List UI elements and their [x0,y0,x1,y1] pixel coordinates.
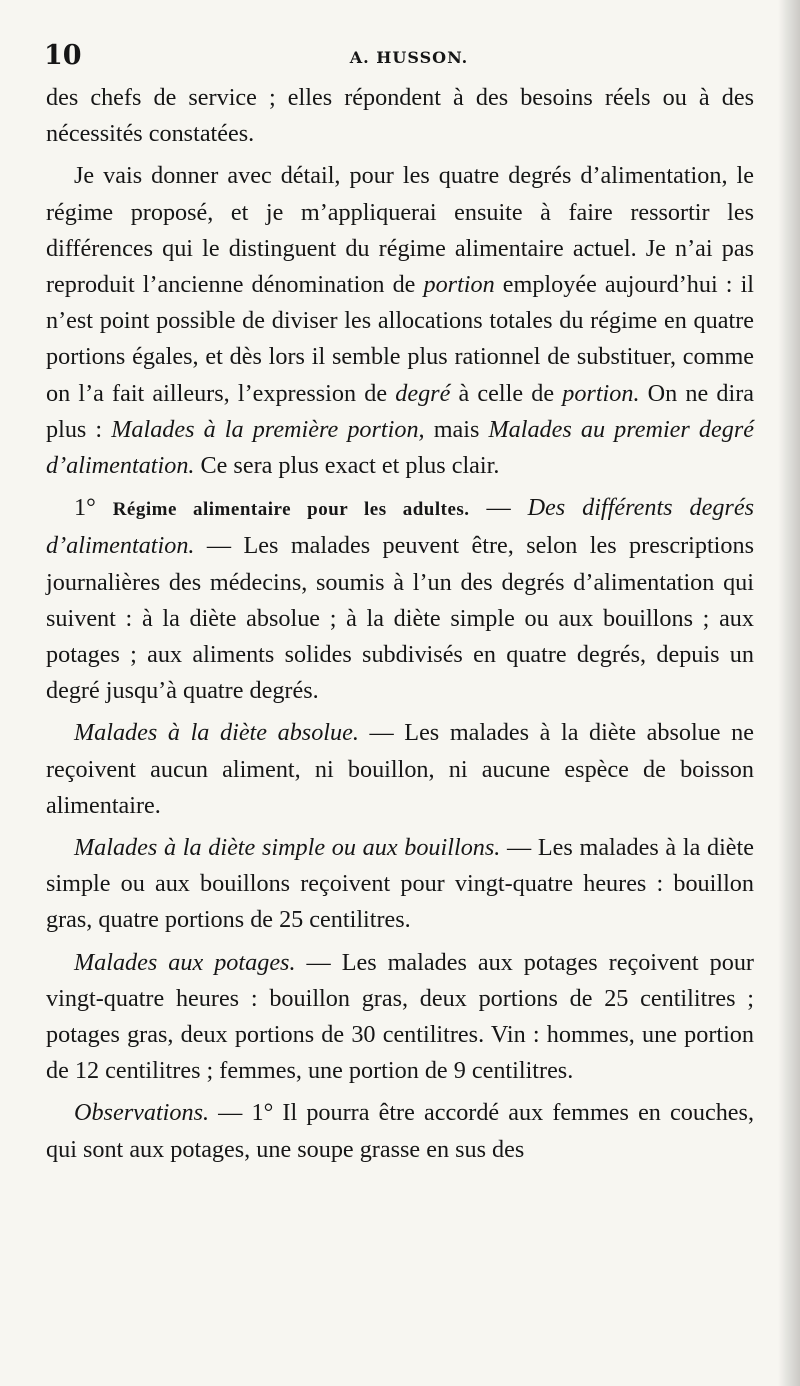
text-run: Je vais donner avec détail, pour les quatre degrés d’alimentation, le régime proposé, et je m’appliquerai ensuite à faire ressortir les différences qui le distinguent du régime alimentaire actuel. Je n’ai pas reproduit l’ancienne dénomination de [46,162,754,299]
italic-text: Malades à la première portion, [111,415,425,443]
paragraph [46,158,754,484]
italic-text: Malades à la diète absolue. [74,719,359,747]
text-run: mais [424,415,489,443]
italic-text: Des différents degrés d’alimentation. [46,494,754,560]
running-head: A. HUSSON. [349,48,469,67]
text-run: — Les malades aux potages reçoivent pour vingt-quatre heures : bouillon gras, deux portions de 25 centilitres ; potages gras, deux portions de 30 centilitres. Vin : hommes, une portion de 12 centilitres ; femmes, une portion de 9 centilitres. [46,948,754,1085]
section-heading: Régime alimentaire pour les adultes. [112,499,470,521]
text-run: — Les malades à la diète absolue ne reçoivent aucun aliment, ni bouillon, ni aucune espèce de boisson alimentaire. [46,719,754,819]
paragraph [46,490,754,709]
paragraph [46,830,754,939]
paragraph [46,715,754,824]
text-run: — [469,494,528,522]
italic-text: portion. [562,379,640,407]
italic-text: Malades aux potages. [74,948,296,976]
italic-text: Malades à la diète simple ou aux bouillons. [74,834,501,862]
page-edge-shadow [778,0,800,1386]
text-run: — 1° Il pourra être accordé aux femmes en couches, qui sont aux potages, une soupe grasse en sus des [46,1099,754,1163]
text-run: des chefs de service ; elles répondent à des besoins réels ou à des nécessités constatées. [46,84,754,148]
italic-text: degré [395,379,451,407]
text-run: — Les malades à la diète simple ou aux bouillons reçoivent pour vingt-quatre heures : bouillon gras, quatre portions de 25 centilitres. [46,834,754,934]
italic-text: Malades au premier degré d’alimentation. [46,415,754,480]
paragraph [46,80,754,152]
paragraph [46,1095,754,1167]
text-run: Ce sera plus exact et plus clair. [194,452,500,480]
text-run: 1° [74,494,113,522]
text-run: employée aujourd’hui : il n’est point possible de diviser les allocations totales du régime en quatre portions égales, et dès lors il semble plus rationnel de substituer, comme on l’a fait ailleurs, l’expression de [46,271,755,407]
body-text [46,80,754,1174]
italic-text: portion [423,271,495,299]
page-number: 10 [44,40,82,71]
text-run: On ne dira plus : [46,379,755,443]
text-run: à celle de [450,379,563,407]
page-header [44,40,756,80]
italic-text: Observations. [74,1099,210,1127]
paragraph [46,945,754,1090]
text-run: — Les malades peuvent être, selon les prescriptions journalières des médecins, soumis à l’un des degrés d’alimentation qui suivent : à la diète absolue ; à la diète simple ou aux bouillons ; aux potages ; aux aliments solides subdivisés en quatre degrés, depuis un degré jusqu’à quatre degrés. [46,532,754,705]
